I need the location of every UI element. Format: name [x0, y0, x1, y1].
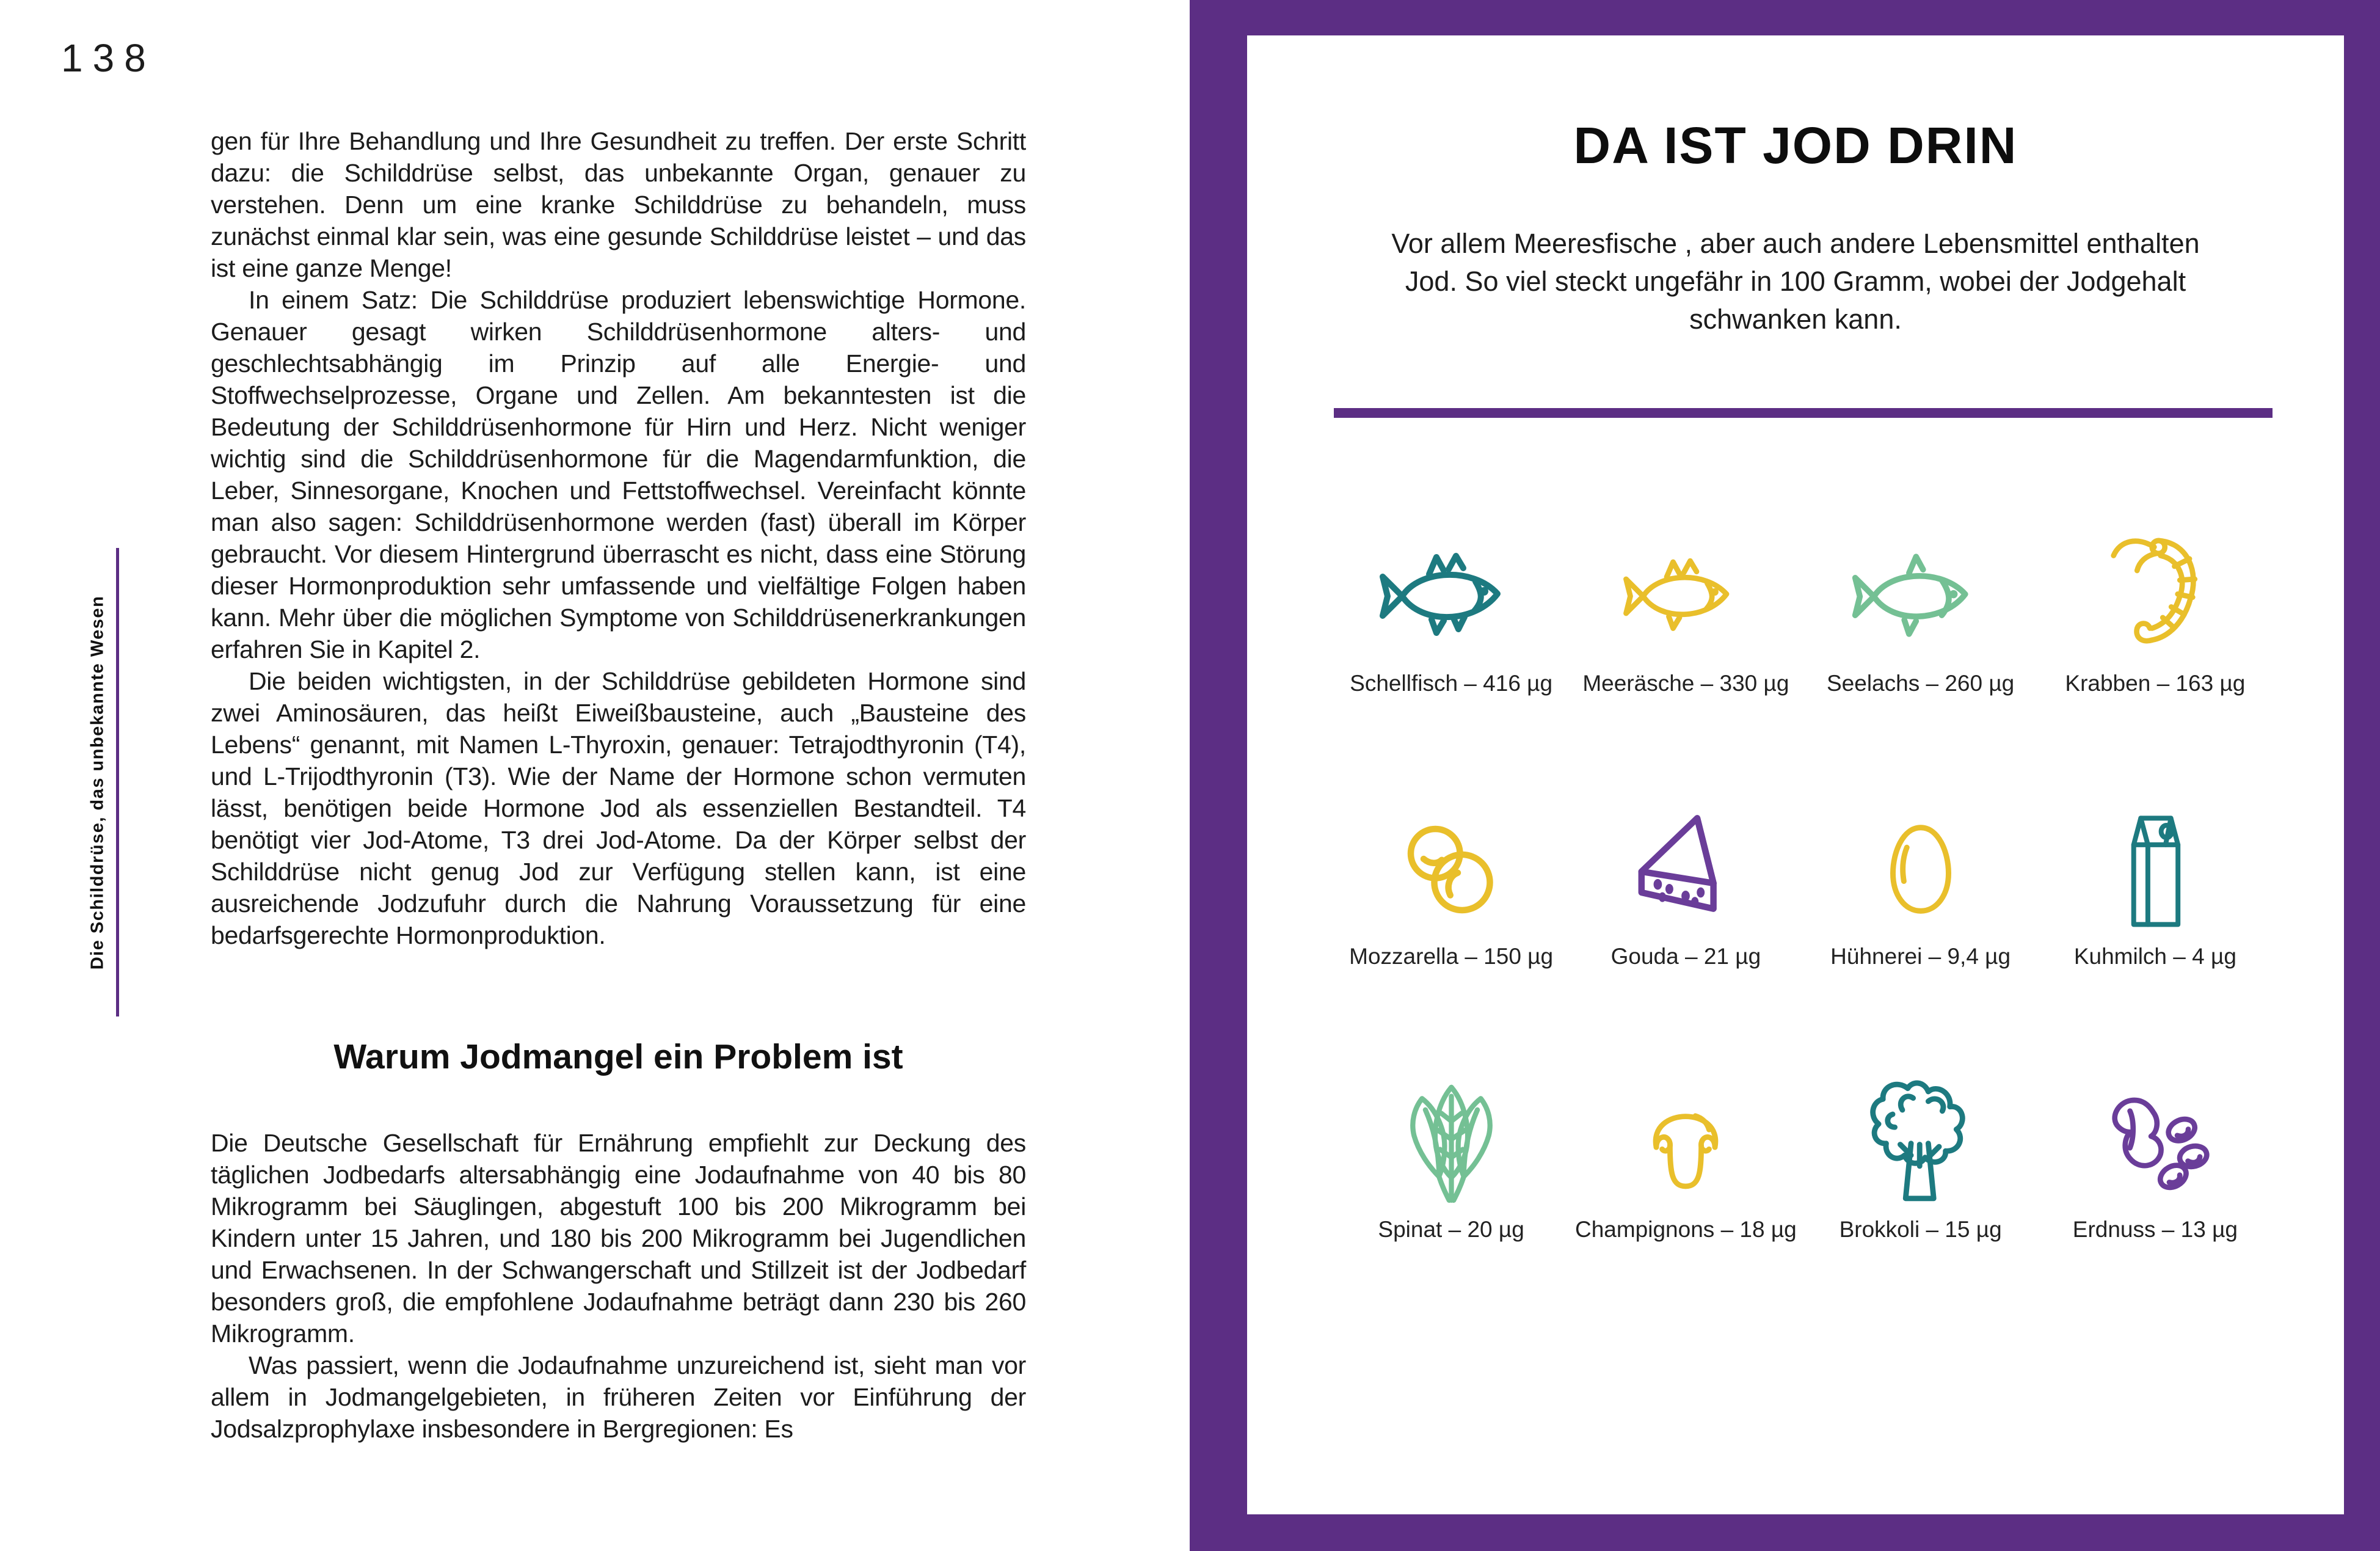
food-label: Schellfisch – 416 µg — [1350, 671, 1553, 696]
infographic-title: DA IST JOD DRIN — [1573, 117, 2018, 174]
body-paragraph: Die Deutsche Gesellschaft für Ernährung empfiehlt zur Deckung des täglichen Jodbedarfs altersabhängig eine Jodaufnahme von 40 bis 80 Mikrogramm bei Säuglingen, abgestuft 100 bis 200 Mikrogramm bei Kindern unter 15 Jahren, und 180 bis 200 Mikrogramm bei Jugendlichen und Erwachsenen. In der Schwangerschaft und Stillzeit ist der Jodbedarf besonders groß, die empfohlene Jodaufnahme beträgt dann 230 bis 260 Mikrogramm. — [211, 1129, 1026, 1348]
milk-carton-icon — [2038, 805, 2273, 934]
fish-icon — [1803, 531, 2038, 661]
food-item-champignons — [1568, 1078, 1803, 1351]
page-number: 138 — [61, 36, 156, 80]
food-label: Kuhmilch – 4 µg — [2073, 944, 2236, 969]
food-label: Krabben – 163 µg — [2065, 671, 2246, 696]
food-item-meeraesche — [1568, 531, 1803, 805]
purple-rule — [1334, 408, 2273, 418]
food-label: Champignons – 18 µg — [1574, 1217, 1797, 1242]
infographic-panel — [1247, 35, 2344, 1514]
sidebar-divider-line — [116, 548, 119, 1016]
food-label: Hühnerei – 9,4 µg — [1830, 944, 2011, 969]
spinach-icon — [1334, 1078, 1568, 1207]
food-item-gouda — [1568, 805, 1803, 1078]
peanut-icon — [2038, 1078, 2273, 1207]
food-label: Gouda – 21 µg — [1610, 944, 1761, 969]
body-paragraph: Die beiden wichtigsten, in der Schilddrüse gebildeten Hormone sind zwei Aminosäuren, das heißt Eiweißbausteine, auch „Bausteine des Lebens“ genannt, mit Namen L-Thyroxin, genauer: Tetrajodthyronin (T4), und L-Trijodthyronin (T3). Wie der Name der Hormone schon vermuten lässt, benötigen beide Hormone Jod als essenziellen Bestandteil. T4 benötigt vier Jod-Atome, T3 drei Jod-Atome. Da der Körper selbst der Schilddrüse nicht genug Jod zur Verfügung stellen kann, ist eine ausreichende Jodzufuhr durch die Nahrung Voraussetzung für eine bedarfsgerechte Hormonproduktion. — [211, 667, 1026, 949]
mushroom-icon — [1568, 1078, 1803, 1207]
infographic-subtitle: Vor allem Meeresfische , aber auch andere Lebensmittel enthalten Jod. So viel steckt ungefähr in 100 Gramm, wobei der Jodgehalt schwanken kann. — [1391, 228, 2200, 335]
body-paragraph: In einem Satz: Die Schilddrüse produziert lebenswichtige Hormone. Genauer gesagt wirken Schilddrüsenhormone alters- und geschlechtsabhängig im Prinzip auf alle Energie- und Stoffwechselprozesse, Organe und Zellen. Am bekanntesten ist die Bedeutung der Schilddrüsenhormone für Hirn und Herz. Nicht weniger wichtig sind die Schilddrüsenhormone für die Magendarmfunktion, die Leber, Sinnesorgane, Knochen und Fettstoffwechsel. Vereinfacht könnte man also sagen: Schilddrüsenhormone werden (fast) überall im Körper gebraucht. Vor diesem Hintergrund überrascht es nicht, dass eine Störung dieser Hormonproduktion sehr umfassende und vielfältige Folgen haben kann. Mehr über die möglichen Symptome von Schilddrüsenerkrankungen erfahren Sie in Kapitel 2. — [211, 286, 1026, 663]
food-label: Spinat – 20 µg — [1378, 1217, 1524, 1242]
food-label: Erdnuss – 13 µg — [2072, 1217, 2238, 1242]
body-text-column — [211, 125, 1026, 1445]
fish-icon — [1568, 531, 1803, 661]
food-label: Mozzarella – 150 µg — [1349, 944, 1554, 969]
fish-icon — [1334, 531, 1568, 661]
food-item-schellfisch — [1334, 531, 1568, 805]
broccoli-icon — [1803, 1078, 2038, 1207]
food-item-kuhmilch — [2038, 805, 2273, 1078]
food-item-erdnuss — [2038, 1078, 2273, 1351]
food-item-krabben — [2038, 531, 2273, 805]
food-label: Seelachs – 260 µg — [1826, 671, 2015, 696]
food-grid — [1334, 531, 2273, 1351]
mozzarella-icon — [1334, 805, 1568, 934]
body-paragraph: Was passiert, wenn die Jodaufnahme unzureichend ist, sieht man vor allem in Jodmangelgebieten, in früheren Zeiten vor Einführung der Jodsalzprophylaxe insbesondere in Bergregionen: Es — [211, 1351, 1026, 1443]
chapter-sidebar-label: Die Schilddrüse, das unbekannte Wesen — [87, 595, 107, 970]
egg-icon — [1803, 805, 2038, 934]
shrimp-icon — [2038, 531, 2273, 661]
food-item-seelachs — [1803, 531, 2038, 805]
section-heading: Warum Jodmangel ein Problem ist — [333, 1037, 903, 1076]
food-item-huehnerei — [1803, 805, 2038, 1078]
food-label: Meeräsche – 330 µg — [1582, 671, 1789, 696]
food-item-brokkoli — [1803, 1078, 2038, 1351]
food-item-mozzarella — [1334, 805, 1568, 1078]
cheese-icon — [1568, 805, 1803, 934]
food-label: Brokkoli – 15 µg — [1839, 1217, 2002, 1242]
body-paragraph: gen für Ihre Behandlung und Ihre Gesundheit zu treffen. Der erste Schritt dazu: die Schilddrüse selbst, das unbekannte Organ, genauer zu verstehen. Denn um eine kranke Schilddrüse zu behandeln, muss zunächst einmal klar sein, was eine gesunde Schilddrüse leistet – und das ist eine ganze Menge! — [211, 127, 1026, 282]
right-page-purple-frame — [1190, 0, 2380, 1551]
food-item-spinat — [1334, 1078, 1568, 1351]
